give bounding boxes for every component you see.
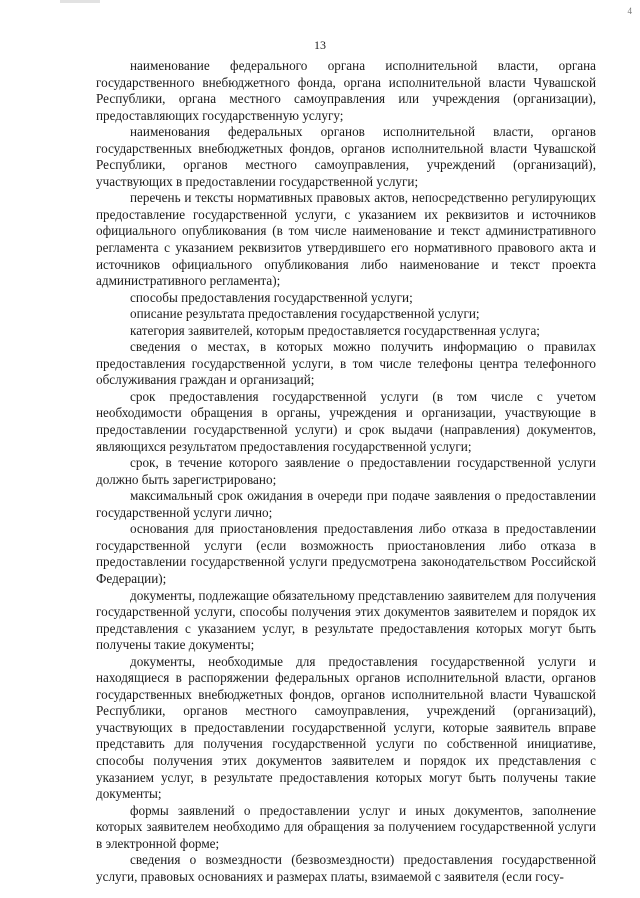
paragraph-applicant-category: категория заявителей, которым предоставляется государственная услуга; — [130, 322, 540, 338]
paragraph-queue-time: максимальный срок ожидания в очереди при подаче заявления о предоставлении государственной услуги лично; — [96, 488, 596, 520]
corner-mark: 4 — [627, 6, 632, 16]
scan-smudge — [60, 0, 100, 3]
paragraph-legal-acts: перечень и тексты нормативных правовых актов, непосредственно регулирующих предоставление государственной услуги, с указанием их реквизитов и источников официального опубликования (в том числе наименование и текст административного регламента с указанием реквизитов утвердившего его нормативного правового акта и источников официального опубликования либо наименование и текст проекта административного регламента); — [96, 190, 596, 289]
paragraph-service-term: срок предоставления государственной услуги (в том числе с учетом необходимости обращения в органы, учреждения и организации, участвующие в предоставлении государственной услуги) и срок выдачи (направления) документов, являющихся результатом предоставления государственной услуги; — [96, 388, 596, 454]
paragraph-participating-agencies: наименования федеральных органов исполнительной власти, органов государственных внебюджетных фондов, органов исполнительной власти Чувашской Республики, органов местного самоуправления, учреждений (организаций), участвующих в предоставлении государственной услуги; — [96, 124, 596, 189]
paragraph-agency-documents: документы, необходимые для предоставления государственной услуги и находящиеся в распоряжении федеральных органов исполнительной власти, органов государственных внебюджетных фондов, органов исполнительной власти Чувашской Республики, органов местного самоуправления, учреждений (организаций), участвующих в предоставлении государственной услуги, которые заявитель вправе представить для получения государственной услуги по собственной инициативе, способы получения этих документов заявителем и порядок их представления с указанием услуг, в результате предоставления которых могут быть получены такие документы; — [96, 653, 596, 802]
paragraph-refusal-grounds: основания для приостановления предоставления либо отказа в предоставлении государственной услуги (если возможность приостановления либо отказа в предоставлении государственной услуги предусмотрена законодательством Российской Федерации); — [96, 521, 596, 586]
paragraph-agency-name: наименование федерального органа исполнительной власти, органа государственного внебюджетного фонда, органа исполнительной власти Чувашской Республики, органа местного самоуправления или учреждения (организации), предоставляющих государственную услугу; — [96, 58, 596, 123]
paragraph-service-methods: способы предоставления государственной услуги; — [130, 289, 413, 305]
document-body — [96, 58, 596, 885]
paragraph-registration-term: срок, в течение которого заявление о предоставлении государственной услуги должно быть зарегистрировано; — [96, 455, 596, 487]
page-number: 13 — [314, 38, 326, 52]
paragraph-application-forms: формы заявлений о предоставлении услуг и иных документов, заполнение которых заявителем необходимо для обращения за получением государственной услуги в электронной форме; — [96, 802, 596, 851]
paragraph-mandatory-documents: документы, подлежащие обязательному представлению заявителем для получения государственной услуги, способы получения этих документов заявителем и порядок их представления с указанием услуг, в результате предоставления которых могут быть получены такие документы; — [96, 587, 596, 653]
paragraph-fee-info: сведения о возмездности (безвозмездности) предоставления государственной услуги, правовых основаниях и размерах платы, взимаемой с заявителя (если госу- — [96, 852, 596, 884]
paragraph-service-result: описание результата предоставления государственной услуги; — [130, 306, 480, 322]
paragraph-info-locations: сведения о местах, в которых можно получить информацию о правилах предоставления государственной услуги, в том числе телефоны центра телефонного обслуживания граждан и организаций; — [96, 339, 596, 388]
